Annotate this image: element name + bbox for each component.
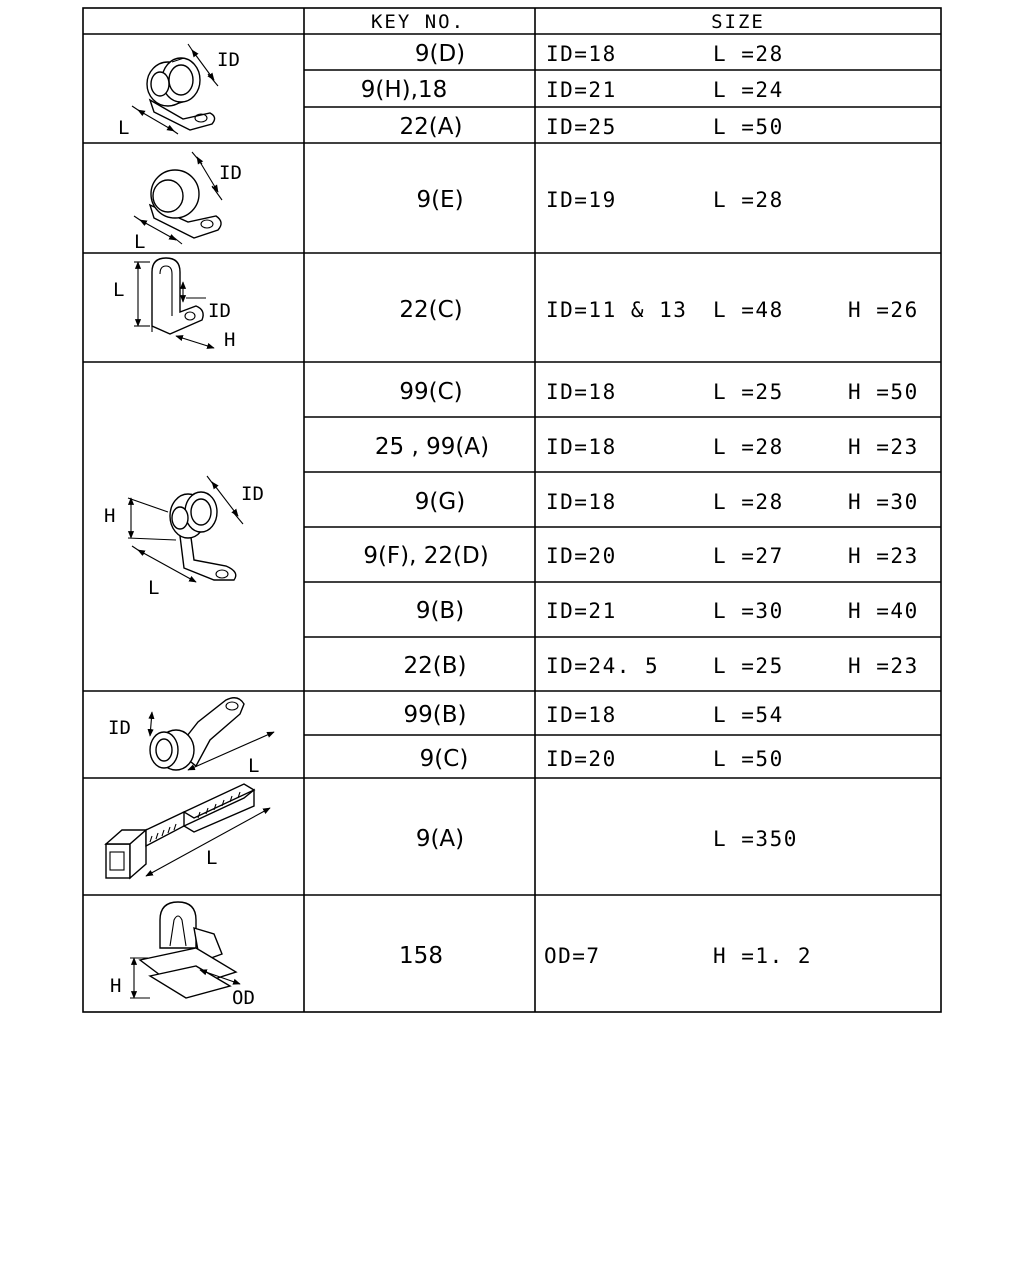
dim-label: L [248, 755, 260, 777]
key-no-cell: 9(D) [414, 41, 466, 67]
size-od-cell: OD=7 [544, 944, 601, 968]
size-l-cell: L =50 [713, 115, 784, 139]
dim-label: L [134, 231, 146, 253]
size-id-cell: ID=18 [546, 380, 617, 404]
size-h-cell: H =30 [848, 490, 919, 514]
size-l-cell: L =48 [713, 298, 784, 322]
dim-label: L [118, 117, 130, 139]
dim-label: H [104, 505, 116, 527]
size-l-cell: L =28 [713, 490, 784, 514]
key-no-cell: 9(C) [419, 746, 469, 772]
p-clamp-with-cushion-icon [118, 44, 240, 139]
size-l-cell: L =54 [713, 703, 784, 727]
size-l-cell: L =28 [713, 42, 784, 66]
size-h-cell: H =23 [848, 654, 919, 678]
cable-tie-icon [106, 784, 270, 878]
size-id-cell: ID=18 [546, 42, 617, 66]
key-no-cell: 9(F), 22(D) [363, 543, 489, 569]
dim-label: OD [232, 987, 255, 1009]
dim-label: L [148, 577, 160, 599]
key-no-cell: 9(G) [414, 489, 466, 515]
saddle-clamp-icon [104, 476, 264, 599]
size-id-cell: ID=18 [546, 435, 617, 459]
key-no-cell: 158 [399, 943, 443, 969]
size-id-cell: ID=21 [546, 599, 617, 623]
size-id-cell: ID=18 [546, 490, 617, 514]
size-h-cell: H =50 [848, 380, 919, 404]
dim-label: ID [208, 300, 231, 322]
key-no-cell: 9(B) [415, 598, 465, 624]
size-l-cell: L =25 [713, 380, 784, 404]
dim-label: ID [219, 162, 242, 184]
dim-label: ID [108, 717, 131, 739]
push-in-clip-icon [110, 902, 255, 1009]
key-no-cell: 9(H),18 [360, 77, 448, 103]
p-clamp-plain-icon [134, 152, 242, 253]
dim-label: ID [217, 49, 240, 71]
key-no-cell: 22(B) [403, 653, 467, 679]
size-h-cell: H =26 [848, 298, 919, 322]
dim-label: H [224, 329, 236, 351]
dim-label: ID [241, 483, 264, 505]
key-no-cell: 22(C) [399, 297, 463, 323]
size-id-cell: ID=19 [546, 188, 617, 212]
key-no-cell: 9(A) [415, 826, 465, 852]
size-l-cell: L =27 [713, 544, 784, 568]
key-no-cell: 9(E) [416, 187, 464, 213]
size-id-cell: ID=20 [546, 747, 617, 771]
key-no-cell: 25 , 99(A) [374, 434, 490, 460]
size-l-cell: L =28 [713, 188, 784, 212]
dim-label: H [110, 975, 122, 997]
size-h-cell: H =40 [848, 599, 919, 623]
size-id-cell: ID=20 [546, 544, 617, 568]
size-id-cell: ID=11 & 13 [546, 298, 688, 322]
dim-label: L [113, 279, 125, 301]
size-l-cell: L =28 [713, 435, 784, 459]
size-h-cell: H =1. 2 [713, 944, 813, 968]
size-l-cell: L =30 [713, 599, 784, 623]
flat-tab-clamp-icon [108, 698, 274, 777]
dim-label: L [206, 847, 218, 869]
size-h-cell: H =23 [848, 435, 919, 459]
size-l-cell: L =25 [713, 654, 784, 678]
size-l-cell: L =350 [713, 827, 798, 851]
header-key-no: KEY NO. [370, 11, 466, 33]
size-l-cell: L =24 [713, 78, 784, 102]
size-h-cell: H =23 [848, 544, 919, 568]
header-size: SIZE [711, 11, 765, 33]
size-id-cell: ID=24. 5 [546, 654, 660, 678]
size-id-cell: ID=25 [546, 115, 617, 139]
upright-clip-icon [113, 258, 235, 351]
key-no-cell: 99(C) [399, 379, 463, 405]
key-no-cell: 22(A) [399, 114, 463, 140]
key-no-cell: 99(B) [403, 702, 467, 728]
size-id-cell: ID=18 [546, 703, 617, 727]
size-l-cell: L =50 [713, 747, 784, 771]
size-id-cell: ID=21 [546, 78, 617, 102]
